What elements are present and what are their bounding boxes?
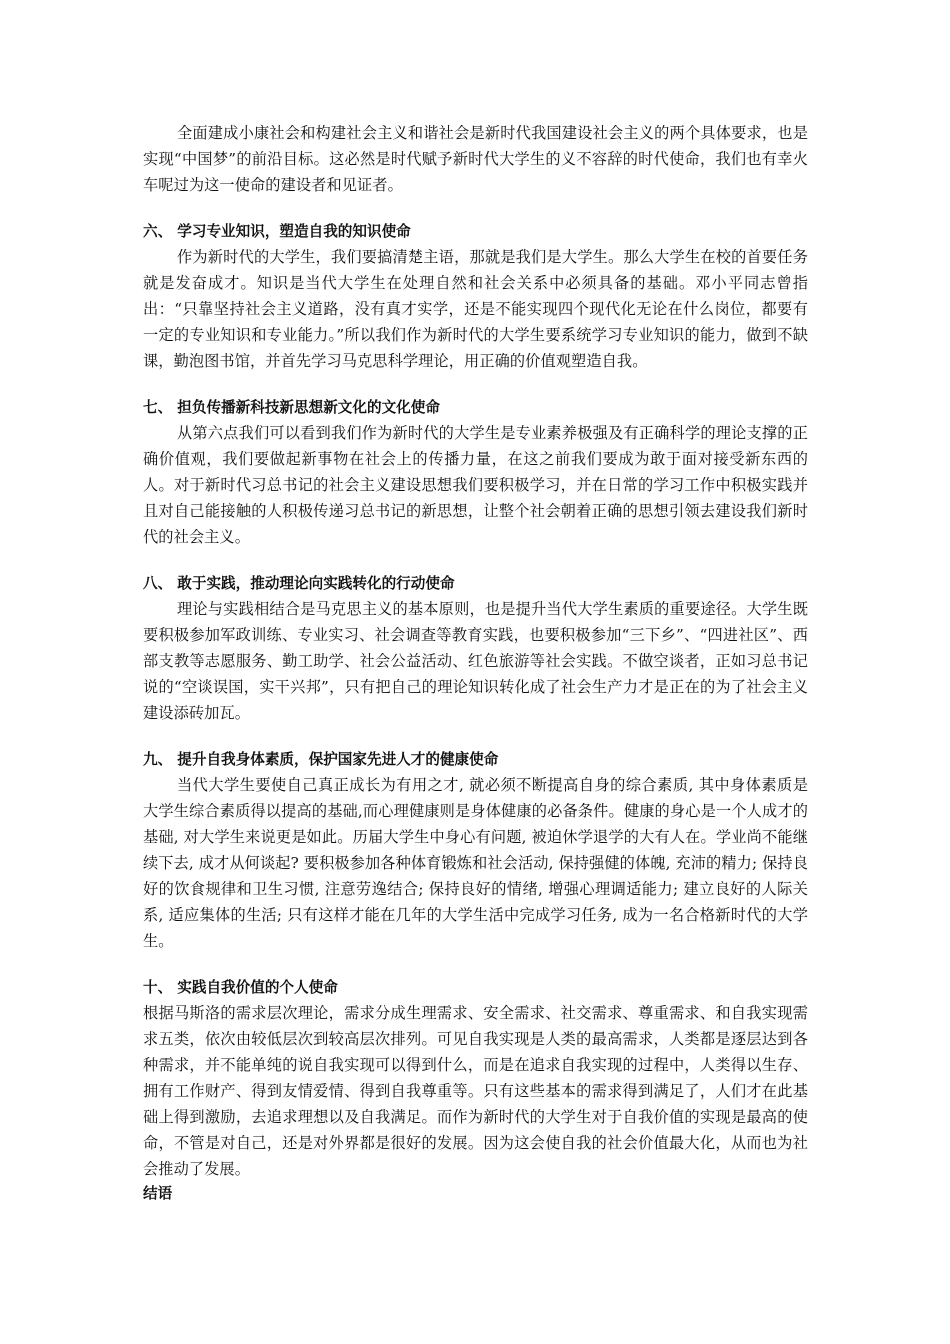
conclusion-heading: 结语 bbox=[143, 1185, 173, 1202]
section-body-8: 理论与实践相结合是马克思主义的基本原则，也是提升当代大学生素质的重要途径。大学生既要积极参加军政训练、专业实习、社会调查等教育实践，也要积极参加“三下乡”、“四进社区”、西部支教等志愿服务、勤工助学、社会公益活动、红色旅游等社会实践。不做空谈者，正如习总书记说的“空谈误国，实干兴邦”，只有把自己的理论知识转化成了社会生产力才是正在的为了社会主义建设添砖加瓦。 bbox=[143, 600, 808, 722]
section-heading-7: 七、 担负传播新科技新思想新文化的文化使命 bbox=[143, 399, 440, 416]
section-heading-9: 九、 提升自我身体素质，保护国家先进人才的健康使命 bbox=[143, 751, 499, 768]
section-body-10: 根据马斯洛的需求层次理论，需求分成生理需求、安全需求、社交需求、尊重需求、和自我实现需求五类，依次由较低层次到较高层次排列。可见自我实现是人类的最高需求，人类都是逐层达到各种需求，并不能单纯的说自我实现可以得到什么，而是在追求自我实现的过程中，人类得以生存、拥有工作财产、得到友情爱情、得到自我尊重等。只有这些基本的需求得到满足了，人们才在此基础上得到激励，去追求理想以及自我满足。而作为新时代的大学生对于自我价值的实现是最高的使命，不管是对自己，还是对外界都是很好的发展。因为这会使自我的社会价值最大化，从而也为社会推动了发展。 bbox=[143, 1004, 808, 1178]
intro-paragraph: 全面建成小康社会和构建社会主义和谐社会是新时代我国建设社会主义的两个具体要求，也是实现“中国梦”的前沿目标。这必然是时代赋予新时代大学生的义不容辞的时代使命，我们也有幸火车呢过为这一使命的建设者和见证者。 bbox=[143, 124, 808, 194]
section-body-9: 当代大学生要使自己真正成长为有用之才, 就必须不断提高自身的综合素质, 其中身体素质是大学生综合素质得以提高的基础,而心理健康则是身体健康的必备条件。健康的身心是一个人成才的基础, 对大学生来说更是如此。历届大学生中身心有问题, 被迫休学退学的大有人在。学业尚不能继续下去, 成才从何谈起? 要积极参加各种体育锻炼和社会活动, 保持强健的体魄, 充沛的精力; 保持良好的饮食规律和卫生习惯, 注意劳逸结合; 保持良好的情绪, 增强心理调适能力; 建立良好的人际关系, 适应集体的生活; 只有这样才能在几年的大学生活中完成学习任务, 成为一名合格新时代的大学生。 bbox=[143, 776, 808, 950]
section-heading-6: 六、 学习专业知识，塑造自我的知识使命 bbox=[143, 223, 411, 240]
document-body bbox=[143, 120, 808, 1206]
section-body-6: 作为新时代的大学生，我们要搞清楚主语，那就是我们是大学生。那么大学生在校的首要任务就是发奋成才。知识是当代大学生在处理自然和社会关系中必须具备的基础。邓小平同志曾指出：“只靠坚持社会主义道路，没有真才实学，还是不能实现四个现代化无论在什么岗位，都要有一定的专业知识和专业能力。”所以我们作为新时代的大学生要系统学习专业知识的能力，做到不缺课，勤泡图书馆，并首先学习马克思科学理论，用正确的价值观塑造自我。 bbox=[143, 248, 808, 370]
section-body-7: 从第六点我们可以看到我们作为新时代的大学生是专业素养极强及有正确科学的理论支撑的正确价值观，我们要做起新事物在社会上的传播力量，在这之前我们要成为敢于面对接受新东西的人。对于新时代习总书记的社会主义建设思想我们要积极学习，并在日常的学习工作中积极实践并且对自己能接触的人积极传递习总书记的新思想，让整个社会朝着正确的思想引领去建设我们新时代的社会主义。 bbox=[143, 424, 808, 546]
section-heading-10: 十、 实践自我价值的个人使命 bbox=[143, 979, 338, 996]
section-heading-8: 八、 敢于实践，推动理论向实践转化的行动使命 bbox=[143, 575, 455, 592]
